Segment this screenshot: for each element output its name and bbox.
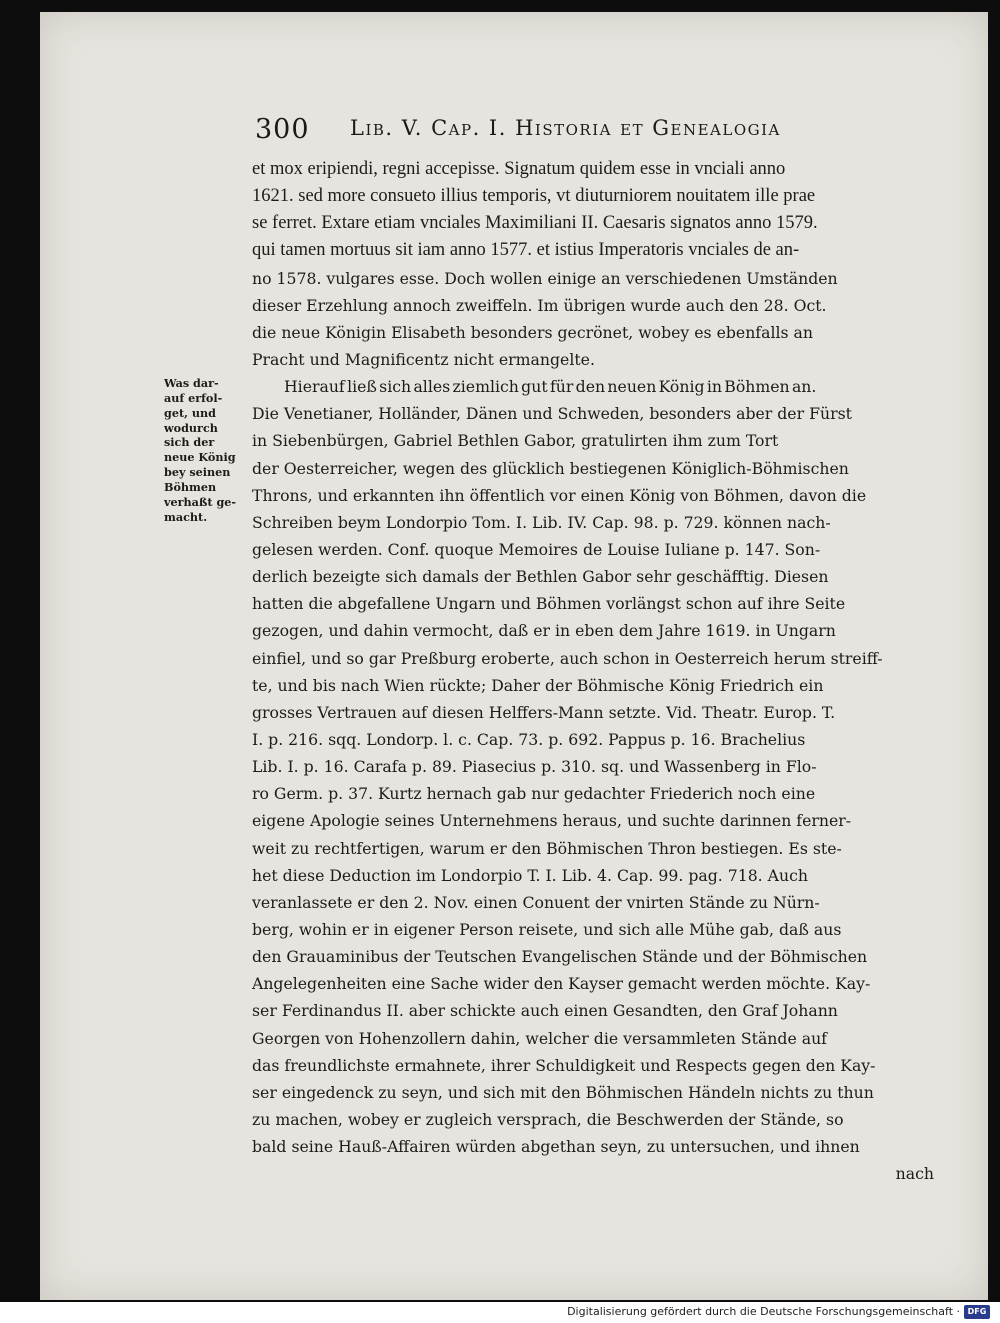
- text-line: Pracht und Magnificentz nicht ermangelte.: [252, 349, 595, 369]
- text-line: I. p. 216. sqq. Londorp. l. c. Cap. 73. p. 692. Pappus p. 16. Brachelius: [252, 729, 806, 749]
- text-line: in Siebenbürgen, Gabriel Bethlen Gabor, gratulirten ihm zum Tort: [252, 431, 779, 451]
- catchword: nach: [895, 1164, 934, 1184]
- text-line: ro Germ. p. 37. Kurtz hernach gab nur gedachter Friederich noch eine: [252, 784, 816, 804]
- text-line: te, und bis nach Wien rückte; Daher der Böhmische König Friedrich ein: [252, 675, 824, 695]
- text-line: ser Ferdinandus II. aber schickte auch einen Gesandten, den Graf Johann: [252, 1001, 838, 1021]
- text-line: Hierauf ließ sich alles ziemlich gut für den neuen König in Böhmen an.: [284, 377, 817, 397]
- page-number: 300: [255, 114, 310, 145]
- marginal-note-line: verhaßt ge-: [164, 494, 237, 509]
- text-line: derlich bezeigte sich damals der Bethlen Gabor sehr geschäfftig. Diesen: [252, 567, 829, 587]
- text-line: weit zu rechtfertigen, warum er den Böhmischen Thron bestiegen. Es ste-: [252, 838, 842, 858]
- text-line: gelesen werden. Conf. quoque Memoires de Louise Iuliane p. 147. Son-: [252, 539, 821, 559]
- text-line: ser eingedenck zu seyn, und sich mit den Böhmischen Händeln nichts zu thun: [252, 1082, 874, 1102]
- dfg-logo-icon: DFG: [964, 1305, 990, 1319]
- footer: [0, 1302, 1000, 1323]
- text-line: 1621. sed more consueto illius temporis, vt diuturniorem nouitatem ille prae: [252, 186, 816, 207]
- text-line: das freundlichste ermahnete, ihrer Schuldigkeit und Respects gegen den Kay-: [252, 1055, 876, 1075]
- funding-credit: Digitalisierung gefördert durch die Deutsche Forschungsgemeinschaft ·: [567, 1305, 960, 1318]
- marginal-note-line: Was dar-: [164, 376, 219, 390]
- text-line: der Oesterreicher, wegen des glücklich bestiegenen Königlich-Böhmischen: [252, 458, 849, 478]
- text-line: no 1578. vulgares esse. Doch wollen einige an verschiedenen Umständen: [252, 268, 838, 288]
- page-header: [255, 112, 945, 148]
- text-line: veranlassete er den 2. Nov. einen Conuent der vnirten Stände zu Nürn-: [252, 892, 820, 912]
- text-line: Angelegenheiten eine Sache wider den Kayser gemacht werden möchte. Kay-: [252, 974, 871, 994]
- marginal-note: [164, 376, 248, 524]
- text-line: grosses Vertrauen auf diesen Helffers-Mann setzte. Vid. Theatr. Europ. T.: [252, 702, 836, 722]
- text-line: dieser Erzehlung annoch zweiffeln. Im übrigen wurde auch den 28. Oct.: [252, 295, 827, 315]
- text-line: et mox eripiendi, regni accepisse. Signatum quidem esse in vnciali anno: [252, 159, 786, 179]
- marginal-note-line: get, und: [164, 405, 216, 420]
- running-head: Lib. V. Cap. I. Historia et Genealogia: [350, 116, 781, 140]
- marginal-note-line: macht.: [164, 509, 208, 524]
- text-line: einfiel, und so gar Preßburg eroberte, auch schon in Oesterreich herum streiff-: [252, 648, 883, 668]
- text-line: Die Venetianer, Holländer, Dänen und Schweden, besonders aber der Fürst: [252, 404, 852, 424]
- text-line: zu machen, wobey er zugleich versprach, die Beschwerden der Stände, so: [252, 1109, 844, 1129]
- marginal-note-line: auf erfol-: [164, 390, 223, 405]
- text-line: Lib. I. p. 16. Carafa p. 89. Piasecius p. 310. sq. und Wassenberg in Flo-: [252, 757, 817, 777]
- text-line: het diese Deduction im Londorpio T. I. Lib. 4. Cap. 99. pag. 718. Auch: [252, 865, 808, 885]
- text-line: bald seine Hauß-Affairen würden abgethan seyn, zu untersuchen, und ihnen: [252, 1137, 860, 1157]
- text-line: eigene Apologie seines Unternehmens heraus, und suchte darinnen ferner-: [252, 811, 852, 831]
- text-line: die neue Königin Elisabeth besonders gecrönet, wobey es ebenfalls an: [252, 322, 813, 342]
- text-line: hatten die abgefallene Ungarn und Böhmen vorlängst schon auf ihre Seite: [252, 594, 846, 614]
- text-line: berg, wohin er in eigener Person reisete, und sich alle Mühe gab, daß aus: [252, 919, 842, 939]
- body-text: [252, 156, 936, 1187]
- text-line: se ferret. Extare etiam vnciales Maximiliani II. Caesaris signatos anno 1579.: [252, 213, 818, 234]
- text-line: den Grauaminibus der Teutschen Evangelischen Stände und der Böhmischen: [252, 947, 868, 967]
- text-line: gezogen, und dahin vermocht, daß er in eben dem Jahre 1619. in Ungarn: [252, 621, 836, 641]
- marginal-note-line: neue König: [164, 450, 236, 465]
- text-line: Georgen von Hohenzollern dahin, welcher die versammleten Stände auf: [252, 1028, 827, 1048]
- marginal-note-line: sich der: [164, 435, 215, 450]
- marginal-note-line: wodurch: [164, 420, 218, 435]
- text-line: Schreiben beym Londorpio Tom. I. Lib. IV. Cap. 98. p. 729. können nach-: [252, 512, 831, 532]
- text-line: qui tamen mortuus sit iam anno 1577. et istius Imperatoris vnciales de an-: [252, 240, 800, 261]
- text-line: Throns, und erkannten ihn öffentlich vor einen König von Böhmen, davon die: [252, 485, 867, 505]
- marginal-note-line: bey seinen: [164, 465, 231, 480]
- marginal-note-line: Böhmen: [164, 479, 217, 494]
